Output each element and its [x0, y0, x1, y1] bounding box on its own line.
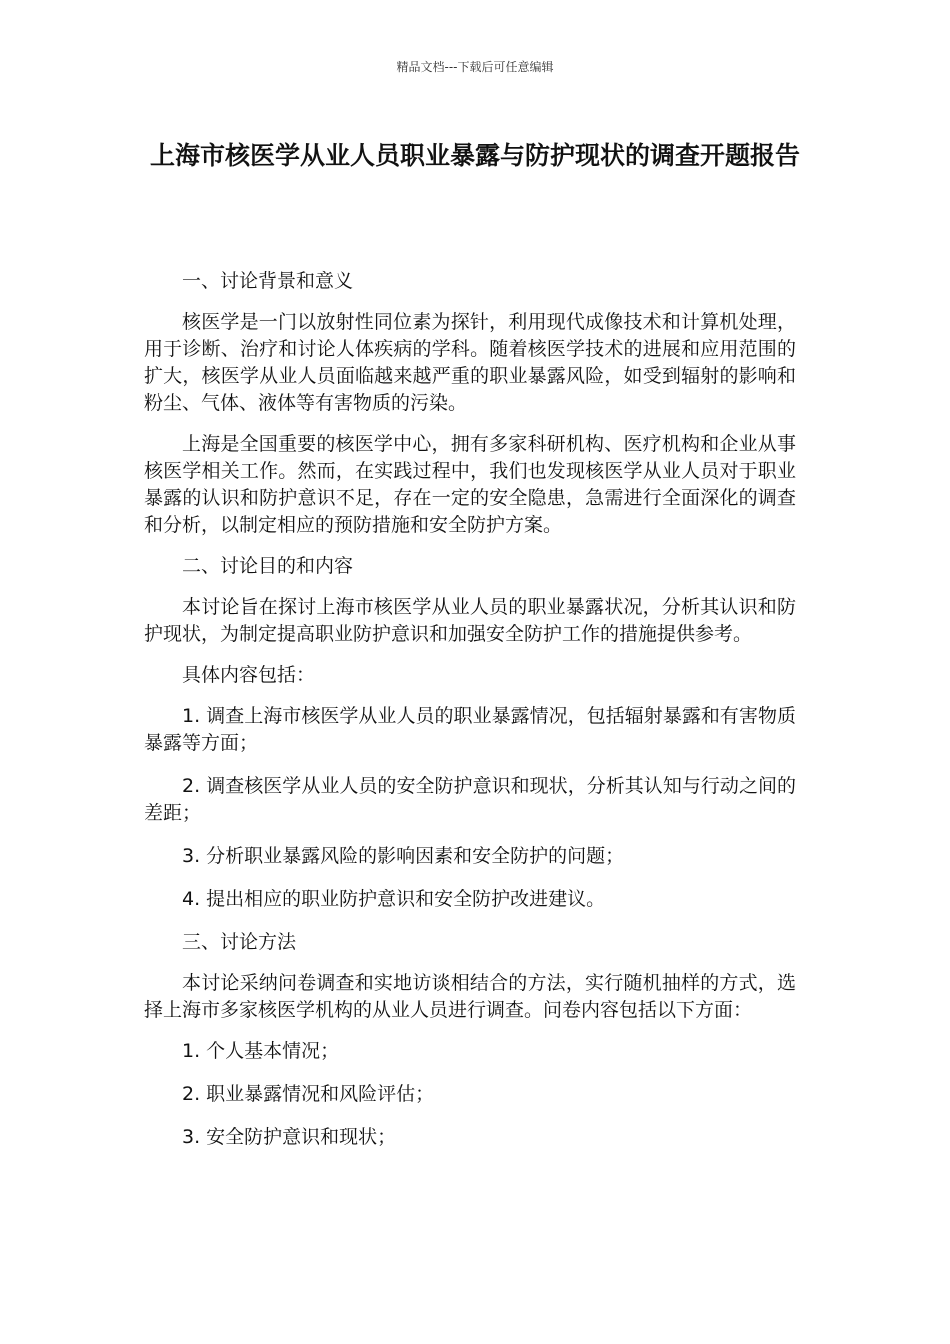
list-item-method-1: 1. 个人基本情况； — [182, 1040, 340, 1062]
document-body — [144, 268, 796, 1167]
list-item-purpose-3: 3. 分析职业暴露风险的影响因素和安全防护的问题； — [182, 845, 625, 867]
list-item-purpose-4: 4. 提出相应的职业防护意识和安全防护改进建议。 — [182, 888, 606, 910]
list-item-purpose-1: 1. 调查上海市核医学从业人员的职业暴露情况，包括辐射暴露和有害物质暴露等方面； — [144, 705, 796, 754]
header-watermark: 精品文档---下载后可任意编辑 — [396, 60, 554, 74]
paragraph-purpose-2: 具体内容包括： — [182, 664, 316, 686]
list-item-method-3: 3. 安全防护意识和现状； — [182, 1126, 397, 1148]
paragraph-background-1: 核医学是一门以放射性同位素为探针，利用现代成像技术和计算机处理，用于诊断、治疗和讨论人体疾病的学科。随着核医学技术的进展和应用范围的扩大，核医学从业人员面临越来越严重的职业暴露风险，如受到辐射的影响和粉尘、气体、液体等有害物质的污染。 — [144, 311, 796, 414]
paragraph-purpose-1: 本讨论旨在探讨上海市核医学从业人员的职业暴露状况，分析其认识和防护现状，为制定提高职业防护意识和加强安全防护工作的措施提供参考。 — [144, 596, 796, 645]
section-heading-purpose: 二、讨论目的和内容 — [182, 555, 354, 577]
document-title: 上海市核医学从业人员职业暴露与防护现状的调查开题报告 — [149, 141, 800, 170]
list-item-purpose-2: 2. 调查核医学从业人员的安全防护意识和现状，分析其认知与行动之间的差距； — [144, 775, 796, 824]
section-heading-method: 三、讨论方法 — [182, 931, 297, 953]
paragraph-background-2: 上海是全国重要的核医学中心，拥有多家科研机构、医疗机构和企业从事核医学相关工作。然而，在实践过程中，我们也发现核医学从业人员对于职业暴露的认识和防护意识不足，存在一定的安全隐患，急需进行全面深化的调查和分析，以制定相应的预防措施和安全防护方案。 — [144, 433, 796, 536]
section-heading-background: 一、讨论背景和意义 — [182, 270, 354, 292]
list-item-method-2: 2. 职业暴露情况和风险评估； — [182, 1083, 435, 1105]
paragraph-method-1: 本讨论采纳问卷调查和实地访谈相结合的方法，实行随机抽样的方式，选择上海市多家核医学机构的从业人员进行调查。问卷内容包括以下方面： — [144, 972, 796, 1021]
